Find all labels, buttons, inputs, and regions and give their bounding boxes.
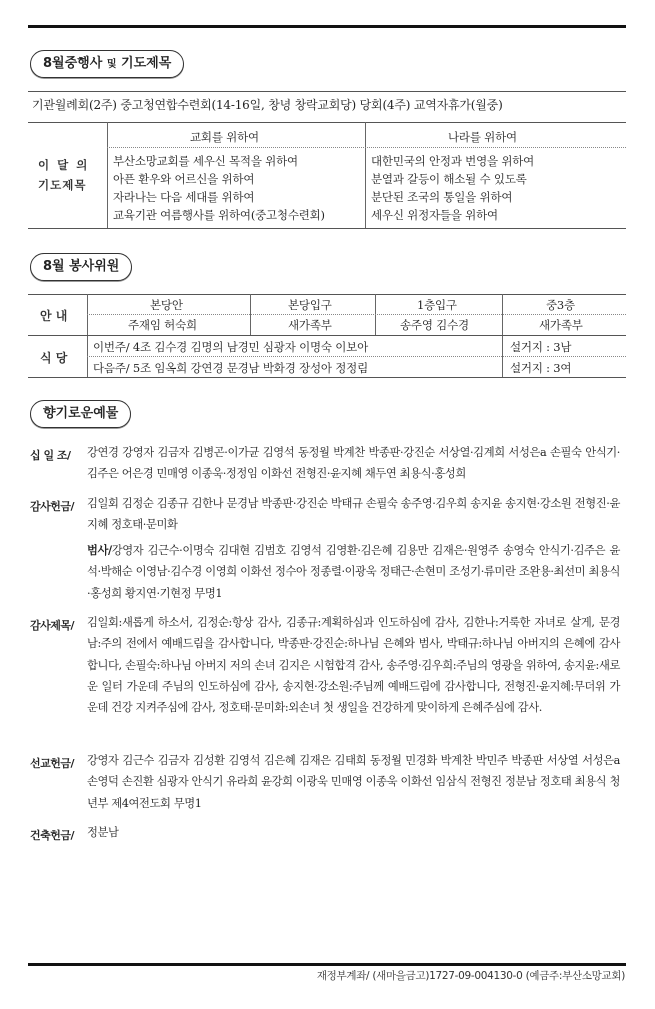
guide-header: 본당안 [150,298,183,312]
prayer-col-divider-left [107,122,108,228]
nation-prayer-item: 세우신 위정자들을 위하여 [371,208,498,222]
offering-label-tithe: 십 일 조/ [30,449,71,462]
guide-header: 1층입구 [417,298,457,312]
guide-value: 새가족부 [539,318,583,332]
prayer-table-top-rule [28,122,626,123]
section-title-volunteers: 8월 봉사위원 [30,253,132,281]
nation-prayer-header: 나라를 위하여 [448,130,517,144]
offering-label-thanks: 감사헌금/ [30,500,75,513]
prayer-label-line1: 이 달 의 [38,158,90,172]
offering-row-beomsa [87,540,620,604]
nation-prayer-item: 분열과 갈등이 해소될 수 있도록 [371,172,527,186]
finance-account: 재정부계좌/ (새마을금고)1727-09-004130-0 (예금주:부산소망교회) [316,970,625,982]
guide-value: 송주영 김수경 [400,318,469,332]
dining-label: 식 당 [40,351,68,365]
offering-text-beomsa: 강영자 김근수·이명숙 김대현 김범호 김영석 김영환·김은혜 김용만 김재은·원영주 송영숙 안식기·김주은 윤 석·박해순 이영남·김수경 이영희 이화선 정수아 정종렬·이광욱 정태근·손현미 조성기·류미란 조완용·최선미 최용식·홍성희 황지연·기현정 무명1 [87,544,620,600]
dining-row-next-week: 다음주/ 5조 임옥희 강연경 문경남 박화경 장성아 정정림 [93,361,368,375]
guide-header: 중3층 [546,298,575,312]
offering-label-mission: 선교헌금/ [30,757,75,770]
prayer-label-line2: 기도제목 [38,178,87,192]
prayer-table-bottom-rule [28,228,626,229]
volunteer-table-top-rule [28,294,626,295]
guide-bottom-rule [28,335,626,336]
events-line: 기관월례회(2주) 중고청연합수련회(14-16일, 창녕 창락교회당) 당회(4주) 교역자휴가(월중) [32,98,503,112]
prayer-col-divider-mid [365,122,366,228]
guide-value: 주재임 허숙희 [128,318,197,332]
guide-label: 안 내 [40,309,68,323]
nation-prayer-item: 분단된 조국의 통일을 위하여 [371,190,513,204]
offering-sublabel-beomsa: 범사/ [87,544,112,557]
offering-label-building: 건축헌금/ [30,829,75,842]
offering-text-thanks-topics: 김일회:새롭게 하소서, 김정순:항상 감사, 김종규:계획하심과 인도하심에 감사, 김한나:거룩한 자녀로 살게, 문경남:주의 전에서 예배드림을 감사합니다, 박종판·강진순:하나님 은혜와 범사, 박태규:하나님 아버지의 은혜에 감사합니다, 손필숙:하나님 아버지 저의 손녀 김지은 시험합격 감사, 송주영·김우희:주님의 영광을 위하여, 송지윤:새로운 일터 가운데 주님의 인도하심에 감사, 송지현·강소원:주님께 예배드림에 감사합니다, 전형진·윤지혜:무더위 가운데 건강 지켜주심에 감사, 정호태·문미화:외손녀 첫 생일을 건강하게 맞이하게 은혜주심에 감사. [87,616,620,715]
offering-text-tithe: 강연경 강영자 김금자 김병곤·이가균 김영석 동정월 박계찬 박종판·강진순 서상열·김계희 서성은a 손필숙 안식기·김주은 어은경 민매영 이종욱·정정임 이화선 전형진·윤지혜 채두연 최용식·홍성희 [87,446,620,481]
events-top-rule [28,91,626,92]
guide-value: 새가족부 [288,318,332,332]
dining-dish-next-week: 설거지 : 3여 [510,361,572,375]
dining-row-rule [87,356,626,357]
church-prayer-item: 부산소망교회를 세우신 목적을 위하여 [113,154,298,168]
church-prayer-header: 교회를 위하여 [190,130,259,144]
church-prayer-item: 교육기관 여름행사를 위하여(중고청수련회) [113,208,325,222]
nation-prayer-item: 대한민국의 안정과 번영을 위하여 [371,154,535,168]
dining-row-this-week: 이번주/ 4조 김수경 김명의 남경민 심광자 이명숙 이보아 [93,340,368,354]
dining-dish-this-week: 설거지 : 3남 [510,340,572,354]
offering-text-building: 정분남 [87,826,119,839]
prayer-header-rule [107,147,626,148]
volunteer-table-bottom-rule [28,377,626,378]
offering-label-thanks-topics: 감사제목/ [30,619,75,632]
church-prayer-item: 자라나는 다음 세대를 위하여 [113,190,255,204]
title-rest: 기도제목 [121,56,172,71]
section-title-offerings: 향기로운예물 [30,400,131,428]
title-conj: 및 [106,59,117,70]
footer-rule [28,963,626,966]
guide-header: 본당입구 [288,298,332,312]
section-title-events [30,50,184,78]
offering-text-mission: 강영자 김근수 김금자 김성환 김영석 김은혜 김재은 김태희 동정월 민경화 박계찬 박민주 박종판 서상열 서성은a 손영덕 손진환 심광자 안식기 유라희 윤강희 이광욱 민매영 이종욱 이화선 임삼식 전형진 정분남 정호태 최용식 청년부 제4여전도회 무명1 [87,754,620,810]
church-prayer-item: 아픈 환우와 어르신을 위하여 [113,172,255,186]
guide-header-rule [87,314,626,315]
offering-text-thanks: 김일회 김정순 김종규 김한나 문경남 박종판·강진순 박태규 손필숙 송주영·김우희 송지윤 송지현·강소원 전형진·윤지혜 정호태·문미화 [87,497,620,532]
title-main: 8월중행사 [43,56,103,71]
top-rule [28,25,626,28]
